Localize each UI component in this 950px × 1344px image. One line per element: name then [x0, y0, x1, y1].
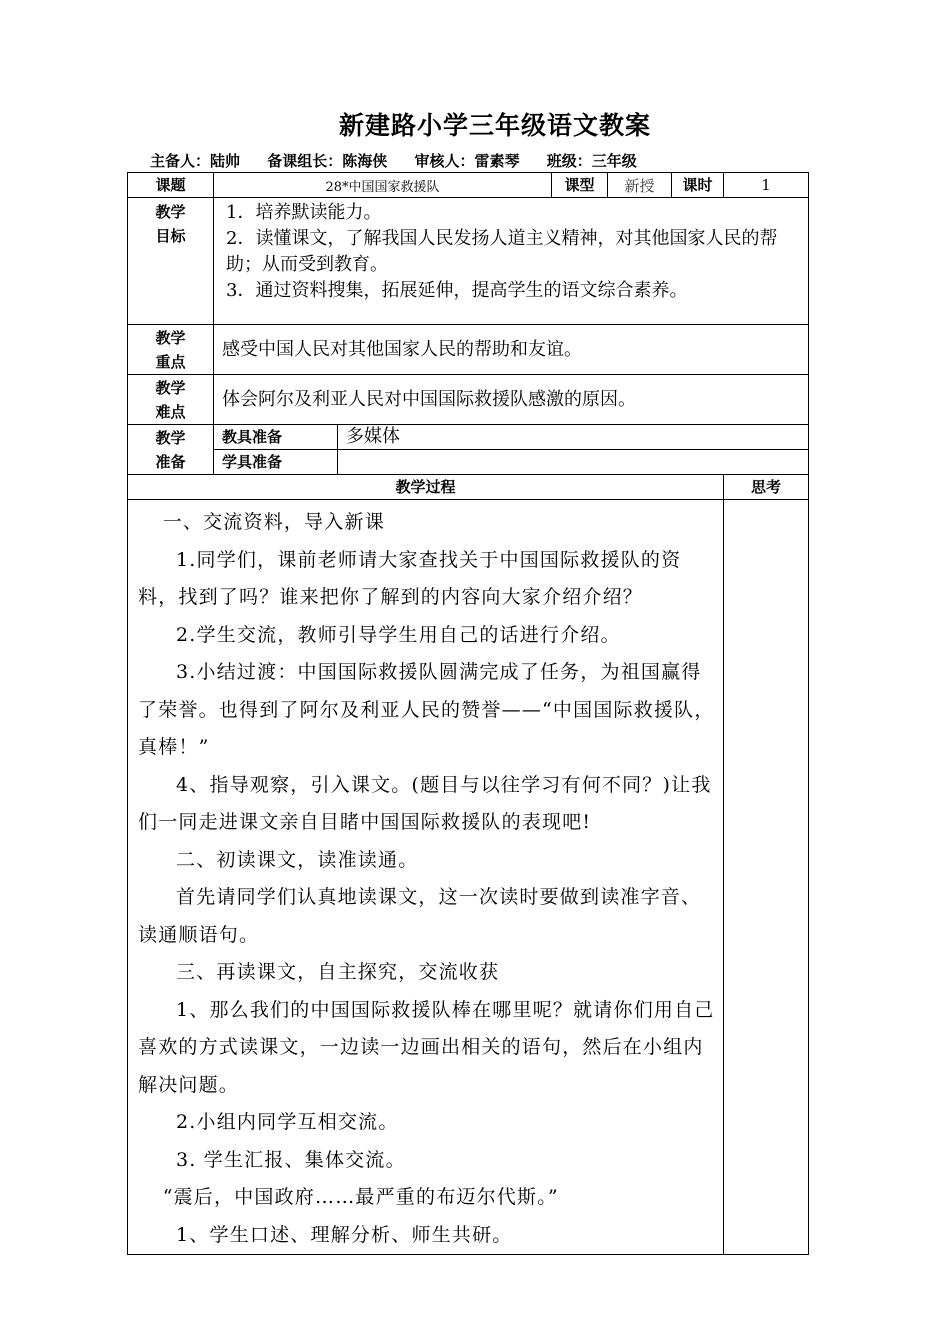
reflect-header: 思考	[724, 475, 809, 500]
meta-group-leader: 备课组长：陈海侠	[267, 152, 388, 170]
topic-label: 课题	[128, 173, 214, 198]
meta-line	[150, 150, 659, 171]
prep-label-line1: 教学	[155, 428, 186, 447]
process-row	[128, 500, 809, 1255]
process-paragraph: 2.学生交流，教师引导学生用自己的话进行介绍。	[176, 623, 621, 646]
student-prep-value	[338, 450, 809, 475]
process-header-row	[128, 475, 809, 500]
reflect-cell	[724, 500, 809, 1255]
topic-row	[128, 173, 809, 198]
process-paragraph: 1、那么我们的中国国际救援队棒在哪里呢？就请你们用自己喜欢的方式读课文，一边读一边画出相关的语句，然后在小组内解决问题。	[138, 998, 715, 1096]
prep-label-line2: 准备	[155, 452, 186, 471]
type-value: 新授	[608, 173, 672, 198]
topic-value: 28*中国国家救援队	[214, 173, 552, 198]
goals-row	[128, 198, 809, 325]
process-paragraph: 三、再读课文，自主探究，交流收获	[176, 961, 500, 983]
prep-row-student	[128, 450, 809, 475]
key-points-text: 感受中国人民对其他国家人民的帮助和友谊。	[214, 325, 809, 375]
prep-row-teacher	[128, 425, 809, 450]
process-paragraph: 一、交流资料，导入新课	[162, 511, 385, 533]
difficulties-row	[128, 375, 809, 425]
hours-label: 课时	[672, 173, 724, 198]
process-paragraph: 3. 学生汇报、集体交流。	[176, 1148, 406, 1171]
meta-preparer: 主备人：陆帅	[150, 152, 241, 170]
difficulties-label-line1: 教学	[155, 378, 186, 397]
process-paragraph: 4、指导观察，引入课文。(题目与以往学习有何不同？)让我们一同走进课文亲自目睹中国国际救援队的表现吧!	[138, 773, 712, 833]
goals-label-line2: 目标	[155, 227, 186, 245]
process-paragraph: 2.小组内同学互相交流。	[176, 1111, 399, 1133]
goals-content	[214, 198, 809, 325]
key-points-label	[128, 325, 214, 375]
goal-item: 1．培养默读能力。	[226, 202, 382, 223]
difficulties-label-line2: 难点	[155, 402, 186, 421]
process-paragraph: 3.小结过渡：中国国际救援队圆满完成了任务，为祖国赢得了荣誉。也得到了阿尔及利亚人民的赞誉——“中国国际救援队，真棒！”	[138, 661, 715, 758]
goal-item: 3．通过资料搜集，拓展延伸，提高学生的语文综合素养。	[226, 280, 688, 301]
hours-value: 1	[724, 173, 809, 198]
process-paragraph: 1.同学们，课前老师请大家查找关于中国国际救援队的资料，找到了吗？谁来把你了解到的内容向大家介绍介绍？	[138, 548, 682, 608]
key-points-label-line1: 教学	[155, 328, 186, 347]
prep-label	[128, 425, 214, 475]
teacher-prep-value: 多媒体	[338, 425, 809, 450]
difficulties-text: 体会阿尔及利亚人民对中国国际救援队感激的原因。	[214, 375, 809, 425]
meta-reviewer: 审核人：雷素琴	[414, 152, 520, 170]
process-content	[128, 500, 724, 1255]
process-paragraph: “震后，中国政府……最严重的布迈尔代斯。”	[162, 1186, 559, 1208]
type-label: 课型	[552, 173, 608, 198]
process-paragraph: 二、初读课文，读准读通。	[176, 848, 419, 871]
meta-grade: 班级：三年级	[546, 152, 637, 170]
student-prep-label: 学具准备	[214, 450, 338, 475]
goal-item: 2．读懂课文，了解我国人民发扬人道主义精神，对其他国家人民的帮助；从而受到教育。	[226, 228, 778, 275]
process-paragraph: 首先请同学们认真地读课文，这一次读时要做到读准字音、读通顺语句。	[138, 886, 702, 946]
goals-label	[128, 198, 214, 325]
page-title: 新建路小学三年级语文教案	[338, 111, 651, 140]
teacher-prep-label: 教具准备	[214, 425, 338, 450]
difficulties-label	[128, 375, 214, 425]
key-points-row	[128, 325, 809, 375]
goals-label-line1: 教学	[155, 203, 186, 221]
process-header: 教学过程	[128, 475, 724, 500]
lesson-plan-table	[127, 172, 809, 1255]
key-points-label-line2: 重点	[155, 352, 186, 371]
process-paragraph: 1、学生口述、理解分析、师生共研。	[176, 1223, 513, 1246]
